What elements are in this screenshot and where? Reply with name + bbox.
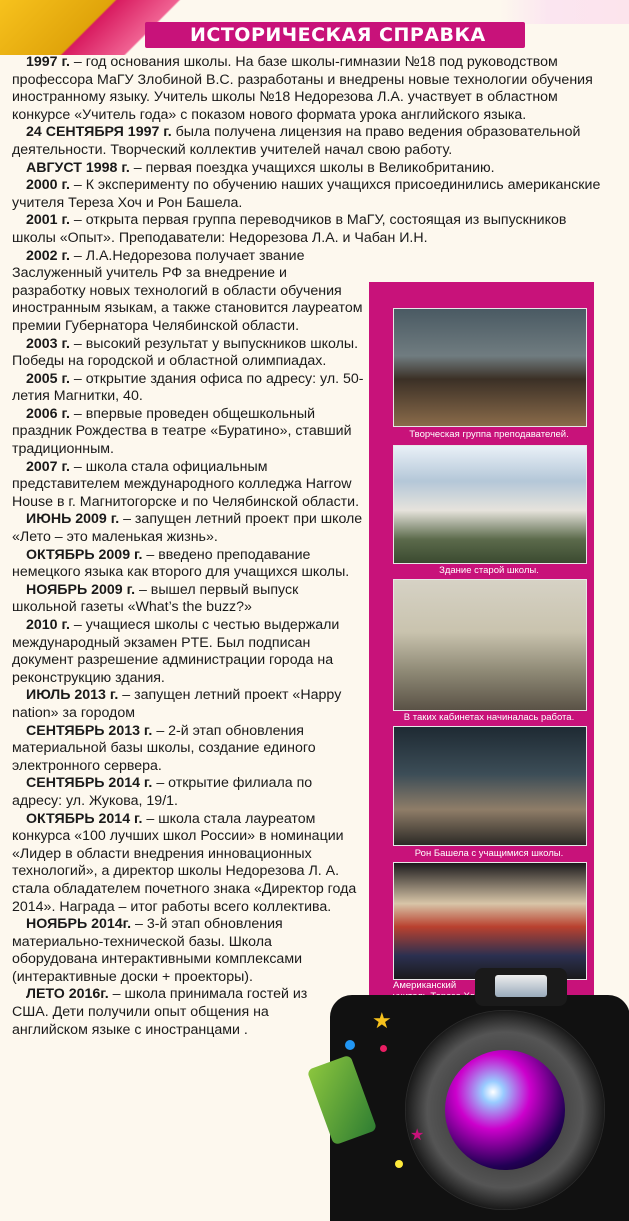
entry-date: СЕНТЯБРЬ 2014 г. [26, 775, 153, 792]
entry-text: – высокий результат у выпускников школы. Победы на городской и областной олимпиадах. [12, 335, 359, 370]
ribbon-decoration-top-right [499, 0, 629, 24]
history-entry [12, 687, 364, 722]
history-entry [12, 511, 364, 546]
entry-date: ОКТЯБРЬ 2009 г. [26, 546, 143, 563]
entry-text: – школа стала лауреатом конкурса «100 лучших школ России» в номинации «Лидер в области внедрения инновационных технологий», а директор школы Недорезова Л. А. стала обладателем почетного знака «Директор года 2014». Награда – итог работы всего коллектива. [12, 810, 357, 915]
entry-text: – первая поездка учащихся школы в Великобританию. [129, 159, 495, 176]
entry-date: 1997 г. [26, 54, 70, 70]
entry-date: ЛЕТО 2016г. [26, 986, 109, 1003]
entry-date: ИЮНЬ 2009 г. [26, 511, 120, 528]
page-title: ИСТОРИЧЕСКАЯ СПРАВКА [190, 24, 486, 46]
entry-text: – открытие филиала по адресу: ул. Жукова, 19/1. [12, 775, 313, 809]
history-entry [12, 582, 364, 617]
photo-caption: В таких кабинетах начиналась работа. [403, 712, 575, 723]
entry-date: 2000 г. [26, 177, 70, 194]
entry-date: АВГУСТ 1998 г. [26, 159, 130, 176]
entry-text: – запущен летний проект при школе «Лето – это маленькая жизнь». [12, 511, 363, 546]
entry-date: 2005 г. [26, 370, 70, 387]
history-entry [12, 212, 612, 247]
photo-caption: Американский [393, 980, 457, 991]
history-entry [12, 336, 364, 371]
entry-text: была получена лицензия на право ведения образовательной деятельности. Творческий коллектив учителей начал свою работу. [12, 124, 581, 158]
entry-date: ИЮЛЬ 2013 г. [26, 687, 119, 704]
history-entry [12, 248, 364, 336]
entry-text: – год основания школы. На базе школы-гимназии №18 под руководством профессора МаГУ Злобиной В.С. разработаны и внедрены новые технологии обучения иностранному языку. Учитель школы №18 Недорезова Л.А. участвует в областном конкурсе «Учитель года» с показом нового формата урока английского языка. [12, 54, 593, 123]
entry-date: 24 СЕНТЯБРЯ 1997 г. [26, 124, 172, 141]
history-entry [12, 54, 612, 124]
history-entry [12, 371, 364, 406]
entry-date: СЕНТЯБРЬ 2013 г. [26, 722, 153, 739]
entry-date: 2006 г. [26, 405, 70, 422]
entry-text: – вышел первый выпуск школьной газеты «What’s the buzz?» [12, 581, 299, 616]
entry-date: ОКТЯБРЬ 2014 г. [26, 810, 143, 827]
entry-text: – открыта первая группа переводчиков в МаГУ, состоящая из выпускников школы «Опыт». Преподаватели: Недорезова Л.А. и Чабан И.Н. [12, 212, 567, 246]
history-entry [12, 160, 612, 178]
photo-caption: Творческая группа преподавателей. [409, 429, 569, 440]
entry-text: – 3-й этап обновления материально-технической базы. Школа оборудована интерактивными комплексами (интерактивные доски + проекторы). [12, 916, 303, 985]
history-entry [12, 617, 364, 687]
entry-text: – введено преподавание немецкого языка как второго для учащихся школы. [12, 546, 350, 581]
entry-text: – учащиеся школы с честью выдержали международный экзамен PTE. Был подписан документ разрешение администрации города на реконструкцию здания. [12, 617, 340, 686]
star-icon: ★ [372, 1008, 392, 1033]
star-icon: ★ [410, 1127, 425, 1144]
entry-date: 2007 г. [26, 458, 70, 475]
history-entry [12, 124, 612, 159]
confetti-dot [345, 1040, 355, 1050]
entry-date: 2010 г. [26, 617, 70, 633]
entry-text: – школа принимала гостей из США. Дети получили опыт общения на английском языке с иностранцами . [12, 986, 308, 1038]
entry-text: – впервые проведен общешкольный праздник Рождества в театре «Буратино», ставший традиционным. [12, 405, 352, 458]
camera-lens-glass [445, 1050, 565, 1170]
entry-text: – открытие здания офиса по адресу: ул. 50-летия Магнитки, 40. [12, 370, 364, 405]
entry-text: – запущен летний проект «Happy nation» за городом [12, 687, 342, 721]
history-entry [12, 547, 364, 582]
entry-text: – школа стала официальным представителем международного колледжа Harrow House в г. Магнитогорске и по Челябинской области. [12, 458, 360, 510]
history-entry [12, 986, 322, 1039]
confetti-dot [395, 1160, 403, 1168]
history-entry [12, 459, 364, 512]
history-entry [12, 775, 364, 810]
entry-date: НОЯБРЬ 2009 г. [26, 581, 136, 598]
entry-date: НОЯБРЬ 2014г. [26, 916, 132, 933]
history-entry [12, 406, 364, 459]
entry-date: 2002 г. [26, 247, 70, 264]
photo-caption: Здание старой школы. [439, 565, 539, 576]
entry-date: 2003 г. [26, 335, 70, 352]
entry-text: – 2-й этап обновления материальной базы школы, создание единого электронного сервера. [12, 722, 316, 774]
entry-date: 2001 г. [26, 212, 70, 229]
history-text [12, 54, 612, 1039]
photo-caption: Рон Башела с учащимися школы. [414, 848, 564, 859]
confetti-dot [380, 1045, 387, 1052]
history-entry [12, 723, 364, 776]
history-entry [12, 916, 322, 986]
entry-text: – Л.А.Недорезова получает звание Заслуженный учитель РФ за внедрение и разработку новых технологий в области обучения иностранным языкам, а также становится лауреатом премии Губернатора Челябинской области. [12, 247, 363, 334]
entry-text: – К эксперименту по обучению наших учащихся присоединились американские учителя Тереза Хоч и Рон Башела. [12, 177, 601, 211]
history-entry [12, 177, 612, 212]
history-entry [12, 811, 364, 917]
